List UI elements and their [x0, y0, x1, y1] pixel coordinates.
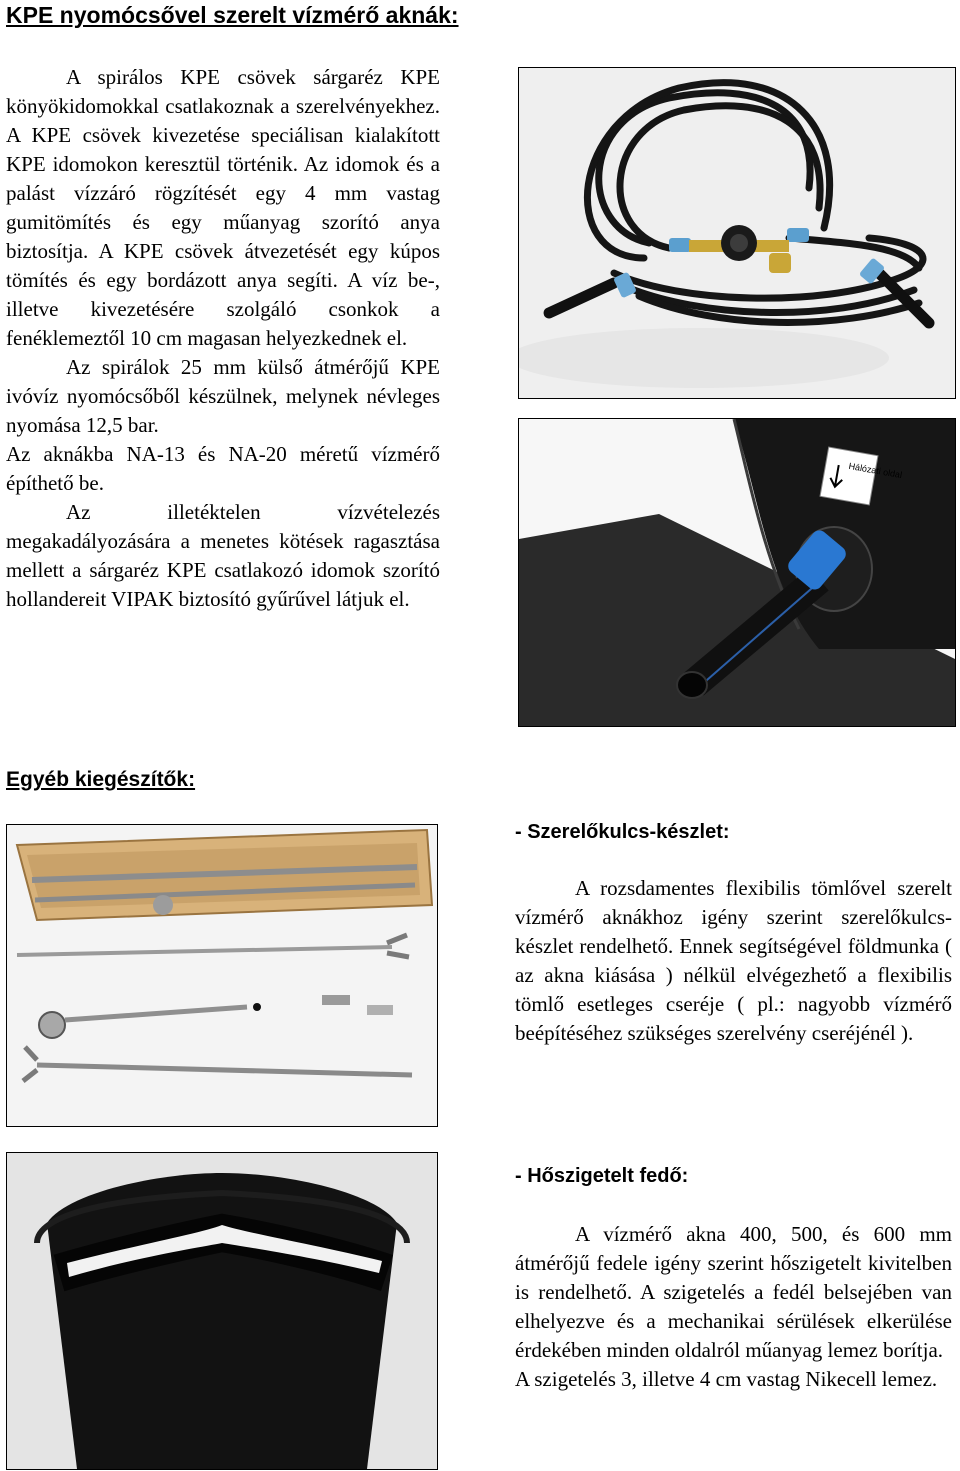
photo-wrench-set — [6, 824, 438, 1127]
photo-shaft-pipe-outlet — [518, 418, 956, 727]
lid-text — [515, 1220, 952, 1394]
page-title: KPE nyomócsővel szerelt vízmérő aknák: — [6, 2, 459, 28]
intro-paragraph-3: Az aknákba NA-13 és NA-20 méretű vízmérő építhető be. — [6, 442, 440, 495]
intro-text — [6, 63, 440, 614]
photo-insulated-lid — [6, 1152, 438, 1470]
sign-label: Hálózati oldal — [847, 460, 903, 481]
lid-title: - Hőszigetelt fedő: — [515, 1165, 689, 1187]
intro-paragraph-4: Az illetéktelen vízvételezés megakadályozására a menetes kötések ragasztása mellett a sárgaréz KPE csatlakozó idomok szorító hollandereit VIPAK biztosító gyűrűvel látjuk el. — [6, 500, 440, 611]
intro-paragraph-1: A spirálos KPE csövek sárgaréz KPE könyökidomokkal csatlakoznak a szerelvényekhez. A KPE csövek kivezetése speciálisan kialakított KPE idomokon keresztül történik. Az idomok és a palást vízzáró rögzítését egy 4 mm vastag gumitömítés és egy műanyag szorító anya biztosítja. A KPE csövek átvezetését egy kúpos tömítés és egy bordázott anya segíti. A víz be-, illetve kivezetésére szolgáló csonkok a fenéklemeztől 10 cm magasan helyezkednek el. — [6, 65, 440, 350]
lid-paragraph-1: A vízmérő akna 400, 500, és 600 mm átmérőjű fedele igény szerint hőszigetelt kivitelben is rendelhető. A szigetelés a fedél belsejében van elhelyezve és a mechanikai sérülések elkerülése érdekében minden oldalról műanyag lemez borítja. — [515, 1222, 952, 1362]
intro-paragraph-2: Az spirálok 25 mm külső átmérőjű KPE ivóvíz nyomócsőből készülnek, melynek névleges nyomása 12,5 bar. — [6, 355, 440, 437]
photo-coiled-hose-meter — [518, 67, 956, 399]
wrench-set-title: - Szerelőkulcs-készlet: — [515, 821, 730, 843]
lid-paragraph-2: A szigetelés 3, illetve 4 cm vastag Nikecell lemez. — [515, 1367, 938, 1391]
wrench-set-paragraph: A rozsdamentes flexibilis tömlővel szerelt vízmérő aknákhoz igény szerint szerelőkulcs-készlet rendelhető. Ennek segítségével földmunka ( az akna kiásása ) nélkül elvégezhető a flexibilis tömlő esetleges cseréje ( pl.: nagyobb vízmérő beépítéséhez szükséges szerelvény cseréjénél ). — [515, 876, 952, 1045]
wrench-set-text — [515, 874, 952, 1048]
section-title-accessories: Egyéb kiegészítők: — [6, 768, 196, 791]
